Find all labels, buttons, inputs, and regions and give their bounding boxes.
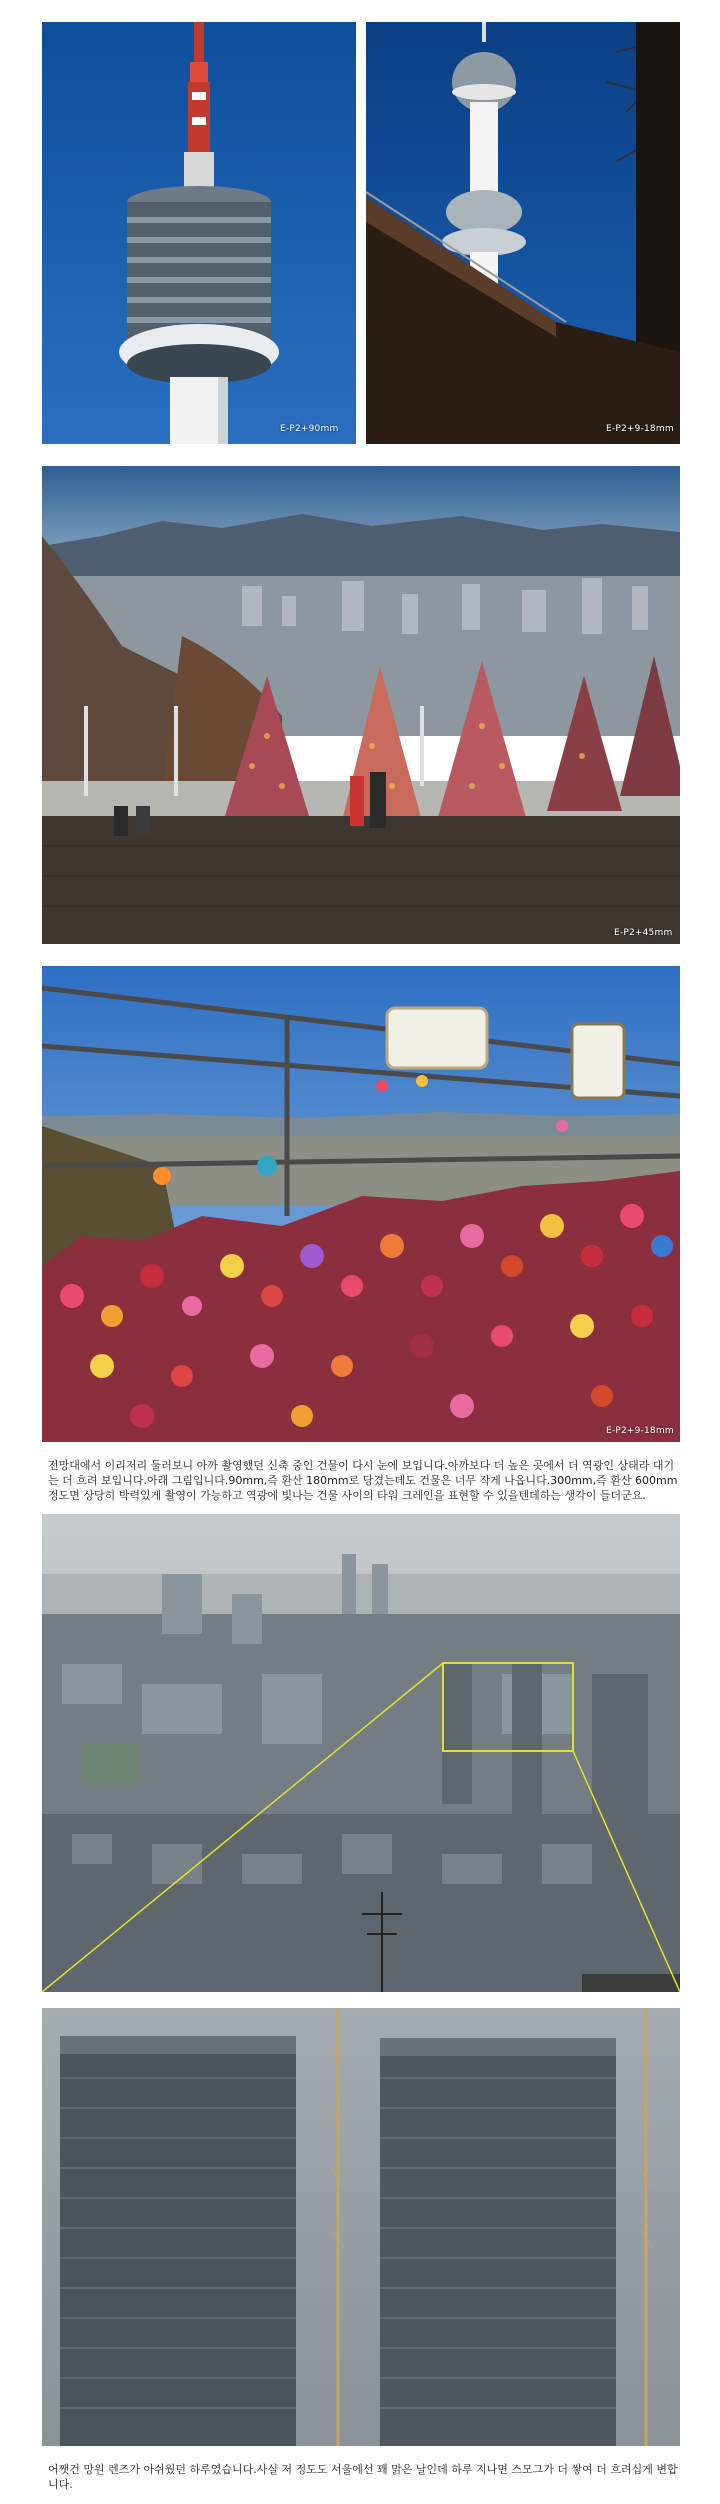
photo-caption: E-P2+9-18mm [606, 1426, 674, 1436]
photo-caption: E-P2+9-18mm [606, 424, 674, 434]
photo-crane-towers-zoom [42, 2008, 680, 2446]
photo-city-haze [42, 1514, 680, 1992]
photo-love-locks [42, 966, 680, 1442]
body-paragraph: 어쨋건 망원 렌즈가 아쉬웠던 하루였습니다.사실 저 정도도 서울에선 꽤 맑은 날인데 하루 지나면 스모그가 더 쌓여 더 흐려십게 변합니다. [48, 2463, 678, 2491]
photo-caption: E-P2+45mm [614, 928, 673, 938]
photo-tower-wide [366, 22, 680, 444]
body-paragraph: 전망대에서 이리저리 둘러보니 아까 촬영했던 신축 중인 건물이 다시 눈에 보입니다.아까보다 더 높은 곳에서 더 역광인 상태라 대기는 더 흐려 보입니다.아래 그림입니다.90mm,즉 환산 180mm로 당겼는데도 건물은 너무 작게 나옵니다.300mm,즉 환산 600mm 정도면 상당히 박력있게 촬영이 가능하고 역광에 빛나는 건물 사이의 타워 크레인을 표현할 수 있을텐데하는 생각이 들더군요. [48, 1459, 678, 1502]
photo-caption: E-P2+90mm [280, 424, 339, 434]
photo-tower-closeup [42, 22, 356, 444]
photo-christmas-trees [42, 466, 680, 944]
